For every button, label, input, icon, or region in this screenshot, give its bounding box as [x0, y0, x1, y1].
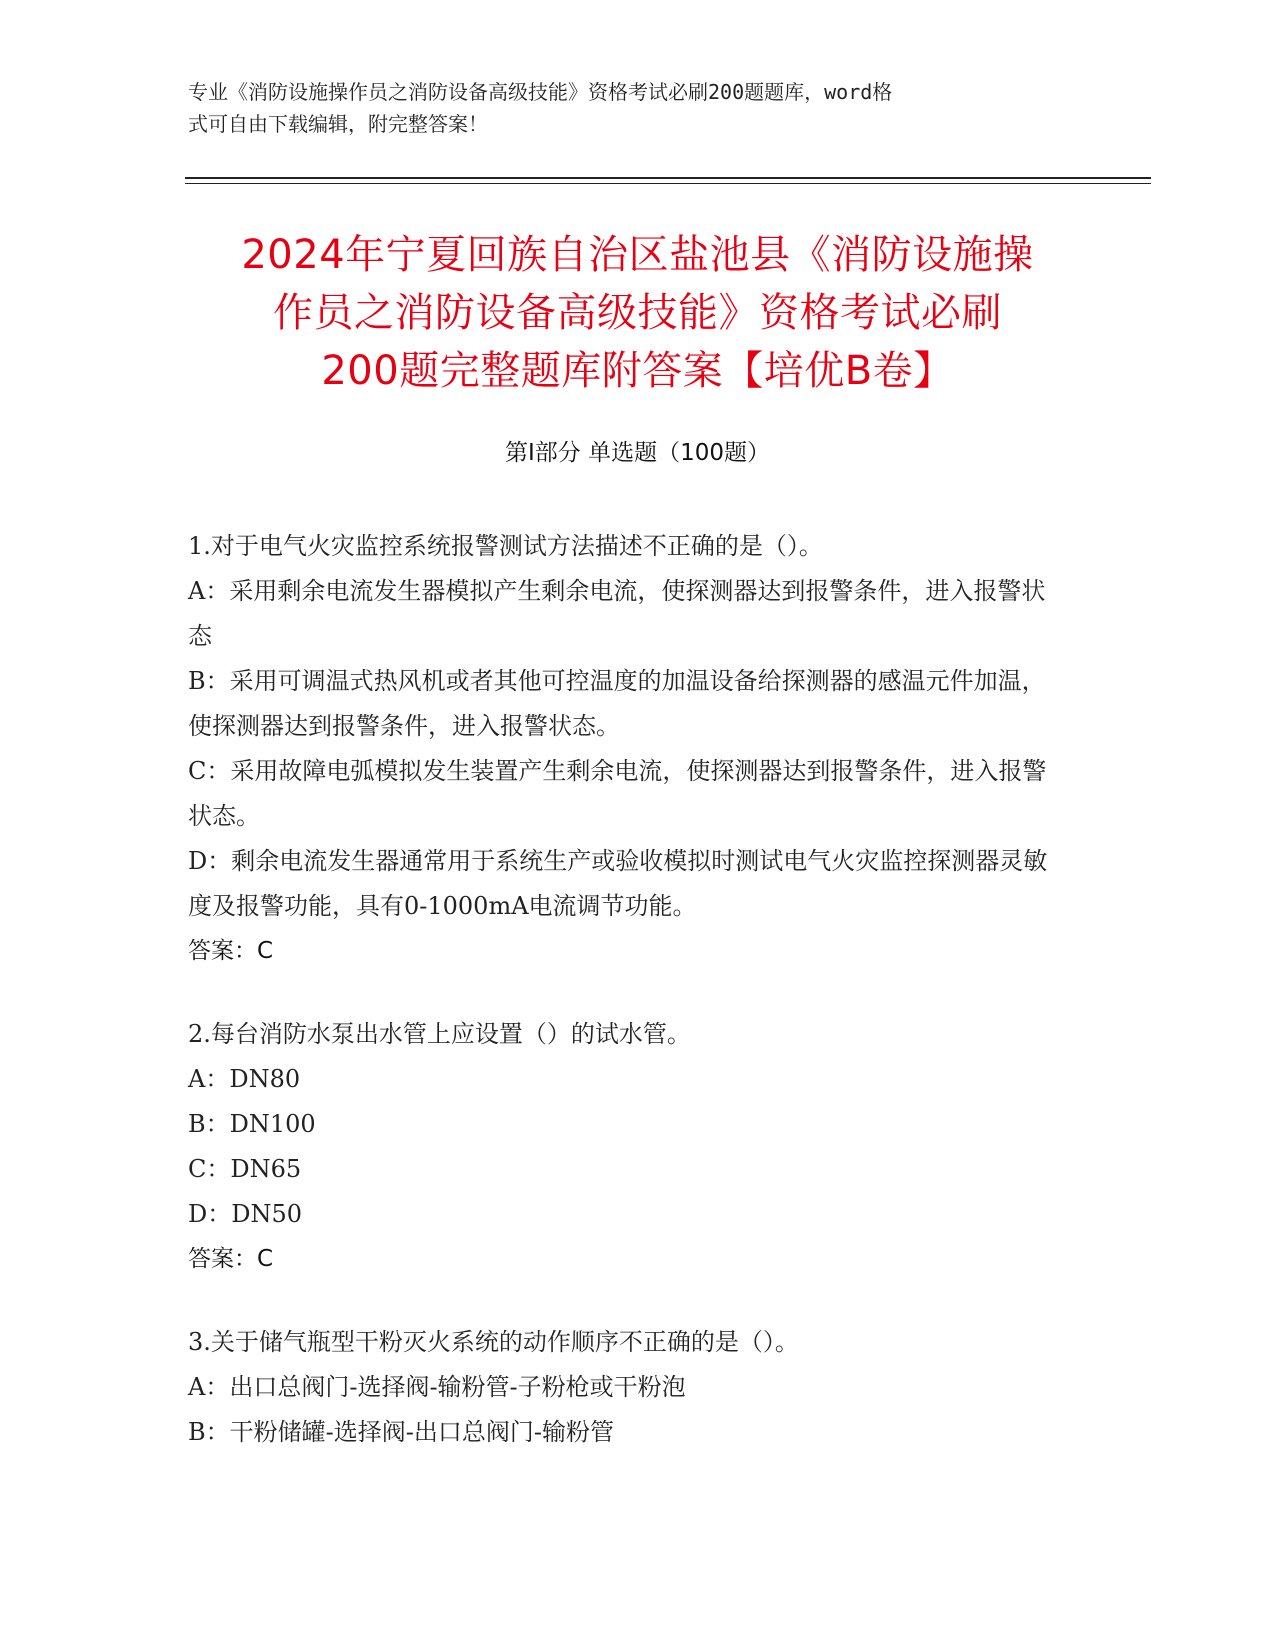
title-line-1: 2024年宁夏回族自治区盐池县《消防设施操 [241, 232, 1034, 278]
option-b: B：DN100 [188, 1110, 316, 1138]
option-b: B：采用可调温式热风机或者其他可控温度的加温设备给探测器的感温元件加温，使探测器达到报警条件，进入报警状态。 [188, 667, 1046, 740]
option-d: D：剩余电流发生器通常用于系统生产或验收模拟时测试电气火灾监控探测器灵敏度及报警功能，具有0-1000mA电流调节功能。 [188, 847, 1048, 920]
answer: 答案：C [188, 938, 274, 964]
title-line-2: 作员之消防设备高级技能》资格考试必刷 [273, 290, 1002, 336]
question-stem: 2.每台消防水泵出水管上应设置（）的试水管。 [188, 1020, 691, 1048]
header-rule-thick [185, 177, 1151, 179]
question-1 [188, 524, 1068, 974]
header-note-line-2: 式可自由下载编辑，附完整答案！ [188, 112, 488, 136]
question-2 [188, 1012, 1068, 1282]
document-title [160, 226, 1115, 400]
section-heading: 第Ⅰ部分 单选题（100题） [505, 440, 770, 466]
question-stem: 3.关于储气瓶型干粉灭火系统的动作顺序不正确的是（）。 [188, 1328, 799, 1356]
question-3 [188, 1320, 1068, 1455]
option-c: C：采用故障电弧模拟发生装置产生剩余电流，使探测器达到报警条件，进入报警状态。 [188, 757, 1047, 830]
option-a: A：DN80 [188, 1065, 301, 1093]
option-a: A：出口总阀门-选择阀-输粉管-子粉枪或干粉泡 [188, 1373, 686, 1401]
option-b: B：干粉储罐-选择阀-出口总阀门-输粉管 [188, 1418, 614, 1446]
answer: 答案：C [188, 1246, 274, 1272]
header-rule-thin [185, 183, 1151, 184]
header-note [188, 76, 1068, 140]
option-d: D：DN50 [188, 1200, 303, 1228]
question-list [188, 524, 1068, 1493]
header-note-line-1: 专业《消防设施操作员之消防设备高级技能》资格考试必刷200题题库，word格 [188, 80, 893, 104]
question-stem: 1.对于电气火灾监控系统报警测试方法描述不正确的是（）。 [188, 532, 823, 560]
option-c: C：DN65 [188, 1155, 302, 1183]
option-a: A：采用剩余电流发生器模拟产生剩余电流，使探测器达到报警条件，进入报警状态 [188, 577, 1046, 650]
title-line-3: 200题完整题库附答案【培优B卷】 [321, 348, 954, 394]
